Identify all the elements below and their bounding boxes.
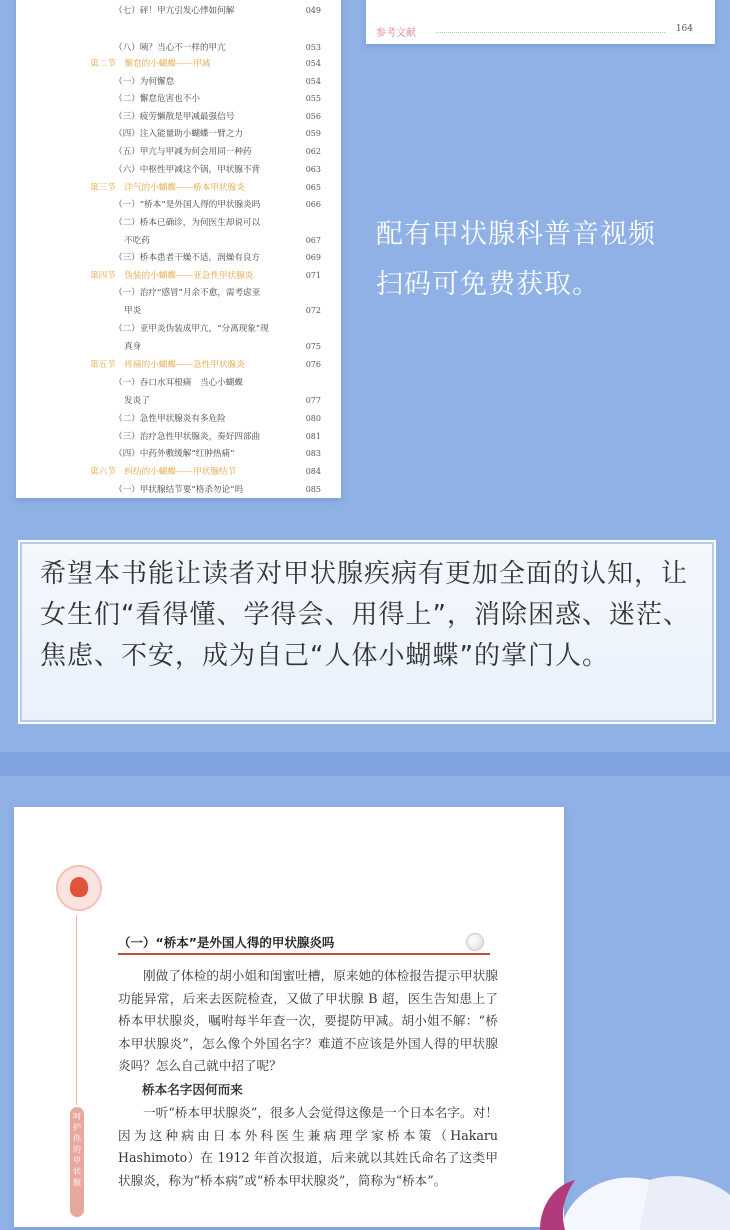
toc-row: [16, 234, 341, 248]
book-fan-decoration: [520, 1150, 730, 1230]
toc-row: [16, 216, 341, 230]
toc-page-number: 084: [305, 467, 321, 476]
toc-entry-text: （五）甲亢与甲减为何会用同一种药: [114, 147, 252, 157]
paragraph: 一听“桥本甲状腺炎”，很多人会觉得这像是一个日本名字。对！因为这种病由日本外科医生兼病理学家桥本策（Hakaru Hashimoto）在 1912 年首次报道，后来就以其姓氏命名了这类甲状腺炎，称为“桥本病”或“桥本甲状腺炎”，简称为“桥本”。: [118, 1105, 498, 1188]
spine-char: 甲: [73, 1156, 81, 1165]
section-title: （一）“桥本”是外国人得的甲状腺炎吗: [118, 935, 335, 950]
toc-entry-text: 第二节 懈怠的小蝴蝶——甲减: [90, 59, 211, 69]
paragraph: 刚做了体检的胡小姐和闺蜜吐槽，原来她的体检报告提示甲状腺功能异常，后来去医院检查，又做了甲状腺 B 超，医生告知患上了桥本甲状腺炎，嘱咐每半年查一次，要提防甲减。胡小姐不解：“桥本甲状腺炎”，怎么像个外国名字？难道不应该是外国人得的甲状腺炎吗？怎么自己就中招了呢？: [118, 968, 498, 1073]
toc-page-number: 065: [305, 183, 321, 192]
toc-page-number: 054: [305, 59, 321, 68]
toc-entry-text: （八）咦？当心不一样的甲亢: [114, 43, 226, 53]
toc-page-number: 056: [305, 112, 321, 121]
toc-entry-text: （四）注入能量助小蝴蝶一臂之力: [114, 129, 243, 139]
toc-page-number: 071: [305, 271, 321, 280]
toc-entry-text: （一）吞口水耳根痛 当心小蝴蝶: [114, 378, 243, 388]
references-label: 参考文献: [376, 28, 416, 39]
toc-page-number: 063: [305, 165, 321, 174]
spine-char: 呵: [73, 1112, 81, 1121]
toc-page-number: 067: [305, 236, 321, 245]
toc-row: [16, 447, 341, 461]
toc-entry-text: （二）急性甲状腺炎有多危险: [114, 414, 226, 424]
toc-row: [16, 304, 341, 318]
toc-page-number: 049: [305, 6, 321, 15]
toc-entry-text: （二）懈怠危害也不小: [114, 94, 200, 104]
quote-box: [18, 540, 716, 724]
subheading: 桥本名字因何而来: [142, 1082, 243, 1097]
toc-entry-text: （七）砰！甲亢引发心悸如何解: [114, 6, 235, 16]
toc-page-number: 069: [305, 253, 321, 262]
toc-entry-text: 甲炎: [124, 306, 142, 316]
toc-entry-text: （二）桥本已确诊，为何医生却说可以: [114, 218, 261, 228]
toc-row: [16, 163, 341, 177]
toc-page-number: 053: [305, 43, 321, 52]
spine-char: 护: [73, 1123, 81, 1132]
references-page-number: 164: [675, 24, 693, 34]
toc-row: [16, 4, 341, 18]
spine-char: 的: [73, 1145, 81, 1154]
dotted-leader: [436, 32, 665, 33]
toc-entry-text: （三）疲劳懒散是甲减最强信号: [114, 112, 235, 122]
toc-entry-text: （四）中药外敷缓解“红肿热痛”: [114, 449, 235, 459]
toc-page-number: 085: [305, 485, 321, 494]
toc-entry-text: （二）亚甲炎伪装成甲亢，“分离现象”现: [114, 324, 269, 334]
toc-section-row: [16, 269, 341, 283]
promo-line-1: 配有甲状腺科普音视频: [376, 219, 656, 250]
toc-row: [16, 92, 341, 106]
toc-entry-text: （六）中枢性甲减这个锅，甲状腺不背: [114, 165, 261, 175]
toc-row: [16, 41, 341, 55]
toc-page-number: 055: [305, 94, 321, 103]
toc-row: [16, 376, 341, 390]
toc-page-number: 059: [305, 129, 321, 138]
toc-row: [16, 198, 341, 212]
toc-entry-text: 第四节 伪装的小蝴蝶——亚急性甲状腺炎: [90, 271, 254, 281]
toc-page-number: 075: [305, 342, 321, 351]
toc-page-number: 072: [305, 306, 321, 315]
toc-row: [16, 322, 341, 336]
toc-page-number: 066: [305, 200, 321, 209]
toc-row: [16, 251, 341, 265]
toc-page-number: 077: [305, 396, 321, 405]
toc-entry-text: 第三节 洋气的小蝴蝶——桥本甲状腺炎: [90, 183, 245, 193]
toc-row: [16, 430, 341, 444]
toc-entry-text: 第五节 疼痛的小蝴蝶——急性甲状腺炎: [90, 360, 245, 370]
toc-row: [16, 127, 341, 141]
quote-text: 希望本书能让读者对甲状腺疾病有更加全面的认知，让女生们“看得懂、学得会、用得上”，消除困惑、迷茫、焦虑、不安，成为自己“人体小蝴蝶”的掌门人。: [40, 559, 690, 671]
toc-page-number: 062: [305, 147, 321, 156]
promo-line-2: 扫码可免费获取。: [376, 269, 600, 300]
toc-entry-text: （一）“桥本”是外国人得的甲状腺炎吗: [114, 200, 261, 210]
toc-row: [16, 110, 341, 124]
toc-section-row: [16, 358, 341, 372]
title-rule: [118, 953, 490, 955]
toc-section-row: [16, 465, 341, 479]
toc-page-number: 076: [305, 360, 321, 369]
promo-text: [376, 210, 656, 310]
toc-row: [16, 145, 341, 159]
toc-entry-text: 真身: [124, 342, 142, 352]
toc-page-number: 083: [305, 449, 321, 458]
references-page: [366, 0, 715, 44]
toc-entry-text: 发炎了: [124, 396, 150, 406]
toc-section-row: [16, 57, 341, 71]
toc-row: [16, 412, 341, 426]
spine-label: [70, 1107, 84, 1217]
toc-entry-text: （三）桥本患者干燥不适，润燥有良方: [114, 253, 261, 263]
toc-row: [16, 340, 341, 354]
spine-line: [76, 915, 77, 1105]
toc-section-row: [16, 181, 341, 195]
toc-entry-text: （一）治疗“感冒”月余不愈，需考虑亚: [114, 288, 261, 298]
toc-entry-text: （一）为何懈怠: [114, 77, 175, 87]
spine-char: 腺: [73, 1178, 81, 1187]
spine-char: 状: [73, 1167, 81, 1176]
toc-entry-text: 不吃药: [124, 236, 150, 246]
toc-row: [16, 75, 341, 89]
toc-row: [16, 483, 341, 497]
spine-char: 你: [73, 1134, 81, 1143]
toc-entry-text: （三）治疗急性甲状腺炎，奏好四部曲: [114, 432, 261, 442]
toc-page-number: 080: [305, 414, 321, 423]
toc-page-number: 081: [305, 432, 321, 441]
divider-band: [0, 752, 730, 776]
pearl-icon: [466, 933, 484, 951]
toc-row: [16, 286, 341, 300]
toc-entry-text: （一）甲状腺结节要“格杀勿论”吗: [114, 485, 244, 495]
toc-entry-text: 第六节 纠结的小蝴蝶——甲状腺结节: [90, 467, 237, 477]
toc-page: [16, 0, 341, 498]
book-page: [14, 807, 564, 1227]
butterfly-mascot-icon: [56, 865, 102, 911]
toc-row: [16, 394, 341, 408]
toc-page-number: 054: [305, 77, 321, 86]
